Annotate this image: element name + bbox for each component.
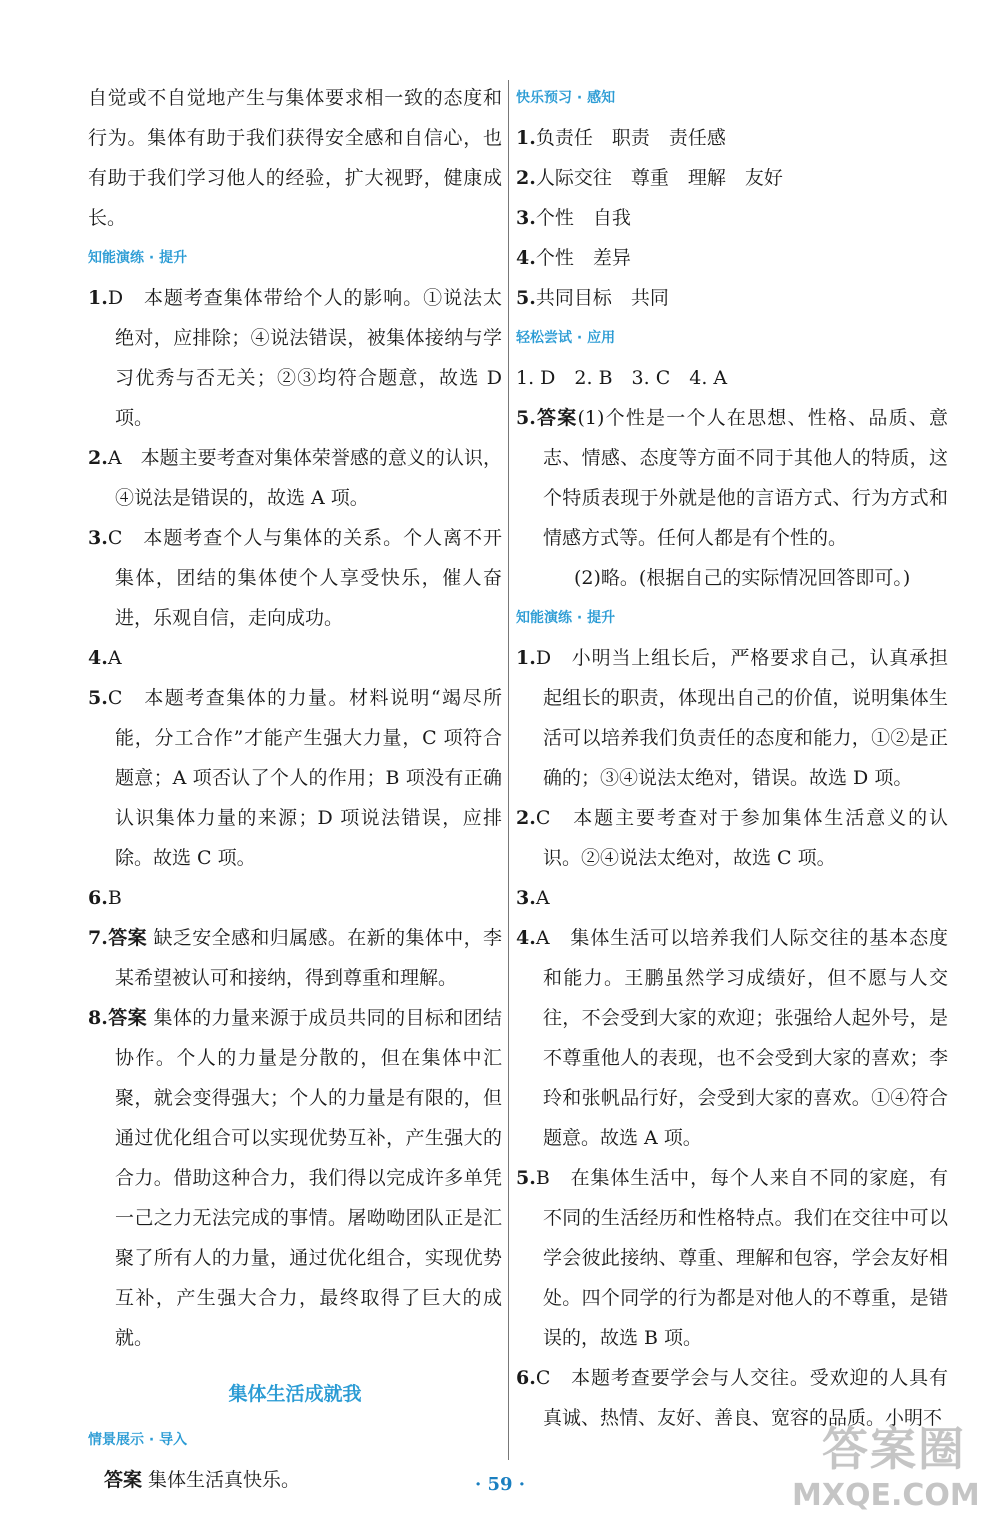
answer-item: 1.D 本题考查集体带给个人的影响。①说法太绝对，应排除；④说法错误，被集体接纳与学习优秀与否无关；②③均符合题意，故选 D 项。 bbox=[88, 287, 502, 429]
quick-answers: 1. D 2. B 3. C 4. A bbox=[516, 367, 728, 389]
preview-item: 4.个性 差异 bbox=[516, 247, 631, 269]
watermark bbox=[792, 1413, 982, 1513]
answer-item: 3.C 本题考查个人与集体的关系。个人离不开集体，团结的集体使个人享受快乐，催人奋进，乐观自信，走向成功。 bbox=[88, 527, 502, 629]
answer-item: 7.答案 缺乏安全感和归属感。在新的集体中，李某希望被认可和接纳，得到尊重和理解。 bbox=[88, 927, 502, 989]
answer-item-part2: (2)略。(根据自己的实际情况回答即可。) bbox=[574, 567, 911, 589]
page-number: · 59 · bbox=[474, 1474, 526, 1495]
scenario-answer: 答案 集体生活真快乐。 bbox=[104, 1469, 301, 1491]
section-heading-practice: 知能演练 · 提升 bbox=[516, 610, 616, 626]
answer-item: 4.A 集体生活可以培养我们人际交往的基本态度和能力。王鹏虽然学习成绩好，但不愿与人交往，不会受到大家的欢迎；张强给人起外号，是不尊重他人的表现，也不会受到大家的喜欢；李玲和张帆品行好，会受到大家的喜欢。①④符合题意。故选 A 项。 bbox=[516, 927, 948, 1149]
section-heading-preview: 快乐预习 · 感知 bbox=[516, 90, 616, 106]
watermark-logo: 答案圈 bbox=[822, 1422, 966, 1476]
column-divider bbox=[508, 80, 509, 1460]
watermark-url: MXQE.COM bbox=[792, 1478, 980, 1513]
answer-item: 4.A bbox=[88, 647, 122, 669]
preview-item: 2.人际交往 尊重 理解 友好 bbox=[516, 167, 783, 189]
answer-item: 1.D 小明当上组长后，严格要求自己，认真承担起组长的职责，体现出自己的价值，说明集体生活可以培养我们负责任的态度和能力，①②是正确的；③④说法太绝对，错误。故选 D 项。 bbox=[516, 647, 948, 789]
preview-item: 1.负责任 职责 责任感 bbox=[516, 127, 726, 149]
left-column bbox=[88, 78, 502, 1500]
preview-item: 3.个性 自我 bbox=[516, 207, 631, 229]
answer-item: 5.答案(1)个性是一个人在思想、性格、品质、意志、情感、态度等方面不同于其他人的特质，这个特质表现于外就是他的言语方式、行为方式和情感方式等。任何人都是有个性的。 bbox=[516, 407, 948, 549]
intro-paragraph: 自觉或不自觉地产生与集体要求相一致的态度和行为。集体有助于我们获得安全感和自信心，也有助于我们学习他人的经验，扩大视野，健康成长。 bbox=[88, 87, 502, 229]
section-heading-scenario: 情景展示 · 导入 bbox=[88, 1432, 188, 1448]
right-column bbox=[516, 78, 948, 1438]
answer-item: 8.答案 集体的力量来源于成员共同的目标和团结协作。个人的力量是分散的，但在集体中汇聚，就会变得强大；个人的力量是有限的，但通过优化组合可以实现优势互补，产生强大的合力。借助这种合力，我们得以完成许多单凭一己之力无法完成的事情。屠呦呦团队正是汇聚了所有人的力量，通过优化组合，实现优势互补，产生强大合力，最终取得了巨大的成就。 bbox=[88, 1007, 502, 1349]
lesson-title: 集体生活成就我 bbox=[228, 1383, 362, 1405]
answer-item: 6.C 本题考查要学会与人交往。受欢迎的人具有真诚、热情、友好、善良、宽容的品质。小明不 bbox=[516, 1367, 948, 1429]
answer-item: 2.C 本题主要考查对于参加集体生活意义的认识。②④说法太绝对，故选 C 项。 bbox=[516, 807, 948, 869]
section-heading-apply: 轻松尝试 · 应用 bbox=[516, 330, 616, 346]
answer-item: 3.A bbox=[516, 887, 550, 909]
answer-item: 5.C 本题考查集体的力量。材料说明“竭尽所能，分工合作”才能产生强大力量，C 项符合题意；A 项否认了个人的作用；B 项没有正确认识集体力量的来源；D 项说法错误，应排除。故选 C 项。 bbox=[88, 687, 502, 869]
answer-item: 5.B 在集体生活中，每个人来自不同的家庭，有不同的生活经历和性格特点。我们在交往中可以学会彼此接纳、尊重、理解和包容，学会友好相处。四个同学的行为都是对他人的不尊重，是错误的，故选 B 项。 bbox=[516, 1167, 948, 1349]
section-heading-practice: 知能演练 · 提升 bbox=[88, 250, 188, 266]
preview-item: 5.共同目标 共同 bbox=[516, 287, 669, 309]
answer-item: 6.B bbox=[88, 887, 122, 909]
answer-item: 2.A 本题主要考查对集体荣誉感的意义的认识，④说法是错误的，故选 A 项。 bbox=[88, 447, 502, 509]
